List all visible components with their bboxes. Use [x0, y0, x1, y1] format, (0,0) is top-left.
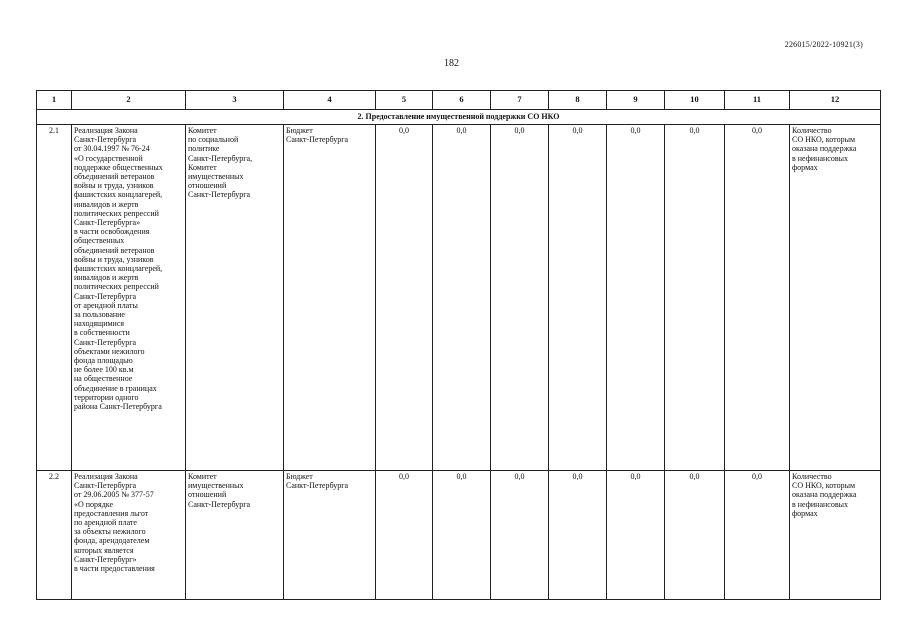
program-table — [36, 90, 881, 600]
column-header: 4 — [284, 91, 376, 110]
value-cell: 0,0 — [491, 125, 549, 471]
value-cell: 0,0 — [549, 471, 607, 600]
column-header: 10 — [665, 91, 725, 110]
table-row — [37, 125, 881, 471]
table-row — [37, 471, 881, 600]
value-cell: 0,0 — [607, 471, 665, 600]
value-cell: 0,0 — [376, 471, 433, 600]
column-header: 5 — [376, 91, 433, 110]
value-cell: 0,0 — [433, 125, 491, 471]
column-header: 7 — [491, 91, 549, 110]
row-number: 2.2 — [37, 471, 72, 600]
column-header: 6 — [433, 91, 491, 110]
section-row — [37, 110, 881, 125]
column-header: 2 — [72, 91, 186, 110]
column-header: 1 — [37, 91, 72, 110]
document-id: 226015/2022-10921(3) — [784, 40, 863, 49]
value-cell: 0,0 — [491, 471, 549, 600]
page-number: 182 — [444, 58, 459, 69]
value-cell: 0,0 — [433, 471, 491, 600]
indicator-cell: Количество СО НКО, которым оказана поддержка в нефинансовых формах — [790, 125, 881, 471]
column-header: 11 — [725, 91, 790, 110]
executor-cell: Комитет имущественных отношений Санкт-Петербурга — [186, 471, 284, 600]
column-header: 8 — [549, 91, 607, 110]
row-number: 2.1 — [37, 125, 72, 471]
source-cell: Бюджет Санкт-Петербурга — [284, 125, 376, 471]
measure-cell: Реализация Закона Санкт-Петербурга от 30.04.1997 № 76-24 «О государственной поддержке общественных объединений ветеранов войны и труда, узников фашистских концлагерей, инвалидов и жертв политических репрессий Санкт-Петербурга» в части освобождения общественных объединений ветеранов войны и труда, узников фашистских концлагерей, инвалидов и жертв политических репрессий Санкт-Петербурга от арендной платы за пользование находящимися в собственности Санкт-Петербурга объектами нежилого фонда площадью не более 100 кв.м на общественное объединение в границах территории одного района Санкт-Петербурга — [72, 125, 186, 471]
section-title: 2. Предоставление имущественной поддержки СО НКО — [37, 110, 881, 125]
column-header: 12 — [790, 91, 881, 110]
measure-cell: Реализация Закона Санкт-Петербурга от 29.06.2005 № 377-57 «О порядке предоставления льгот по арендной плате за объекты нежилого фонда, арендодателем которых является Санкт-Петербург» в части предоставления — [72, 471, 186, 600]
value-cell: 0,0 — [665, 471, 725, 600]
value-cell: 0,0 — [376, 125, 433, 471]
executor-cell: Комитет по социальной политике Санкт-Петербурга, Комитет имущественных отношений Санкт-Петербурга — [186, 125, 284, 471]
column-header: 9 — [607, 91, 665, 110]
value-cell: 0,0 — [607, 125, 665, 471]
source-cell: Бюджет Санкт-Петербурга — [284, 471, 376, 600]
value-cell: 0,0 — [725, 471, 790, 600]
indicator-cell: Количество СО НКО, которым оказана поддержка в нефинансовых формах — [790, 471, 881, 600]
header-row — [37, 91, 881, 110]
value-cell: 0,0 — [665, 125, 725, 471]
value-cell: 0,0 — [725, 125, 790, 471]
column-header: 3 — [186, 91, 284, 110]
value-cell: 0,0 — [549, 125, 607, 471]
